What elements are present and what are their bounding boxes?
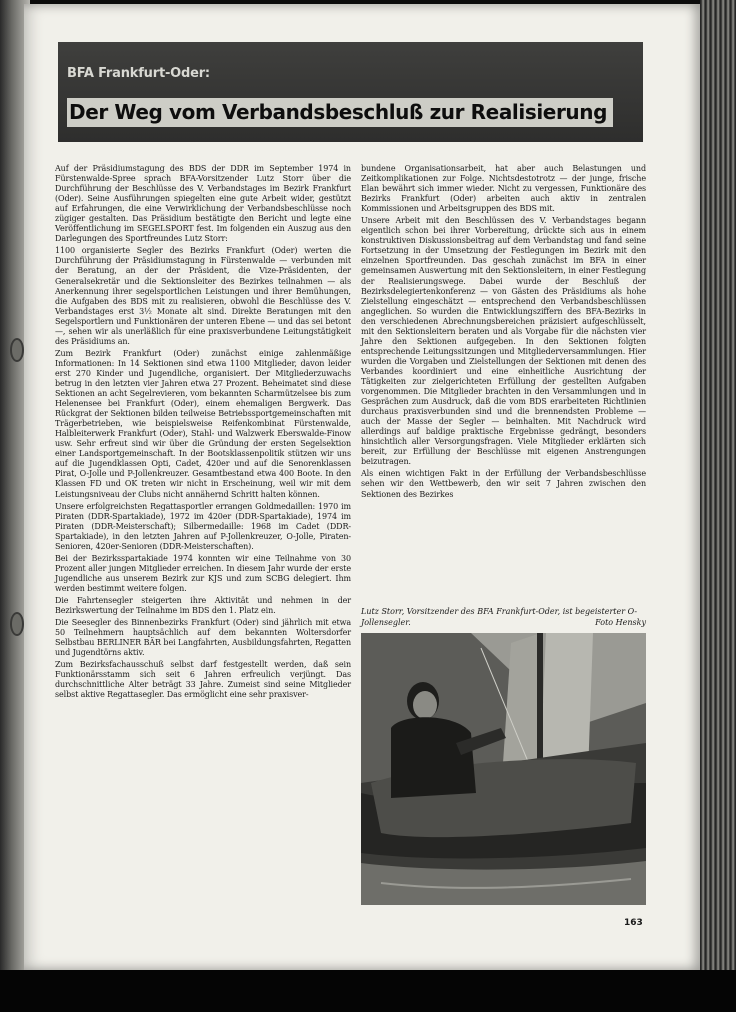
article-kicker: BFA Frankfurt-Oder:: [67, 66, 210, 81]
paragraph: Unsere erfolgreichsten Regattasportler errangen Goldmedaillen: 1970 im Piraten (DDR-Spartakiade), 1972 im 420er (DDR-Spartakiade), 1974 im Piraten (DDR-Meisterschaft); Silbermedaille: 1968 im Cadet (DDR-Spartakiade), in den letzten Jahren auf P-Jollenkreuzer, O-Jolle, Piraten-Senioren, 420er-Senioren (DDR-Meisterschaften).: [55, 501, 351, 551]
article-header: [58, 42, 643, 142]
text-column-right: [361, 164, 646, 500]
paragraph: Zum Bezirk Frankfurt (Oder) zunächst einige zahlenmäßige Informationen: In 14 Sektionen sind etwa 1100 Mitglieder, davon leider erst 270 Kinder und Jugendliche, organisiert. Der Mitgliederzuwachs betrug in den letzten vier Jahren etwa 27 Prozent. Beheimatet sind diese Sektionen an acht Segelrevieren, vom bekannten Scharmützelsee bis zum Helenensee bei Frankfurt (Oder), einem ehemaligen Bergwerk. Das Rückgrat der Sektionen bilden teilweise Betriebssportgemeinschaften mit Trägerbetrieben, wie beispielsweise Reifenkombinat Fürstenwalde, Halbleiterwerk Frankfurt (Oder), Stahl- und Walzwerk Eberswalde-Finow usw. Sehr erfreut sind wir über die Gründung der ersten Segelsektion einer Landsportgemeinschaft. In der Bootsklassenpolitik stützen wir uns auf die Jugendklassen Opti, Cadet, 420er und auf die Senorenklassen Pirat, O-Jolle und P-Jollenkreuzer. Gesamtbestand etwa 400 Boote. In den Klassen FD und OK treten wir nicht in Erscheinung, weil wir mit dem Leistungsniveau der Clubs nicht annähernd Schritt halten können.: [55, 348, 351, 499]
article-headline: Der Weg vom Verbandsbeschluß zur Realisierung: [67, 98, 613, 127]
sailboat-photo-illustration: [361, 633, 646, 905]
binding-ring-icon: [10, 612, 24, 636]
paragraph: 1100 organisierte Segler des Bezirks Frankfurt (Oder) werten die Durchführung der Präsidiumstagung in Fürstenwalde — verbunden mit der Beratung, an der der Präsident, die Vize-Präsidenten, der Generalsekretär und die Sektionsleiter des Bezirkes teilnahmen — als Anerkennung ihrer segelsportlichen Leistungen und ihrer Bemühungen, die Aufgaben des BDS mit zu realisieren, obwohl die Beschlüsse des V. Verbandstages erst 3½ Monate alt sind. Direkte Beratungen mit den Segelsportlern und Funktionären der unteren Ebene — und das sei betont —, sehen wir als unerläßlich für eine praxisverbundene Leitungstätigkeit des Präsidiums an.: [55, 246, 351, 346]
paragraph: Die Seesegler des Binnenbezirks Frankfurt (Oder) sind jährlich mit etwa 50 Teilnehmern hauptsächlich auf dem bekannten Woltersdorfer Selbstbau BERLINER BÄR bei Langfahrten, Ausbildungsfahrten, Regatten und Jugendtörns aktiv.: [55, 618, 351, 658]
binding-ring-icon: [10, 338, 24, 362]
caption-text: Lutz Storr, Vorsitzender des BFA Frankfurt-Oder, ist begeisterter O-Jollensegler.: [361, 607, 638, 627]
text-column-left: [55, 164, 351, 700]
photo-caption: [361, 606, 646, 628]
paragraph: Bei der Bezirksspartakiade 1974 konnten wir eine Teilnahme von 30 Prozent aller jungen Mitglieder erreichen. In diesem Jahr wurde der erste Jugendliche aus unserem Bezirk zur KJS und zum SCBG delegiert. Ihm werden bestimmt weitere folgen.: [55, 553, 351, 593]
scan-background: [0, 970, 736, 1012]
paragraph: Die Fahrtensegler steigerten ihre Aktivität und nehmen in der Bezirkswertung der Teilnahme im BDS den 1. Platz ein.: [55, 595, 351, 616]
page-number: 163: [624, 918, 643, 928]
paragraph: bundene Organisationsarbeit, hat aber auch Belastungen und Zeitkomplikationen zur Folge. Nichtsdestotrotz — der junge, frische Elan bewährt sich immer wieder. Nicht zu vergessen, Funktionäre des Bezirks Frankfurt (Oder) arbeiten auch aktiv in zentralen Kommissionen und Arbeitsgruppen des BDS mit.: [361, 164, 646, 214]
book-page-stack: [700, 0, 736, 975]
paragraph: Auf der Präsidiumstagung des BDS der DDR im September 1974 in Fürstenwalde-Spree sprach BFA-Vorsitzender Lutz Storr über die Durchführung der Beschlüsse des V. Verbandstages im Bezirk Frankfurt (Oder). Seine Ausführungen spiegelten eine gute Arbeit wider, gestützt auf Erfahrungen, die eine Verwirklichung der Verbandsbeschlüsse noch zügiger gestalten. Das Präsidium bestätigte den Bericht und legte eine Veröffentlichung im SEGELSPORT fest. Im folgenden ein Auszug aus den Darlegungen des Sportfreundes Lutz Storr:: [55, 164, 351, 244]
paragraph: Unsere Arbeit mit den Beschlüssen des V. Verbandstages begann eigentlich schon bei ihrer Vorbereitung, drückte sich aus in einem konstruktiven Diskussionsbeitrag auf dem Verbandstag und fand seine Fortsetzung in der Umsetzung der Festlegungen im Bezirk mit den einzelnen Sportfreunden. Das geschah zunächst im BFA in einer gemeinsamen Auswertung mit den Sektionsleitern, in einer Festlegung der Realisierungswege. Dabei wurde der Beschluß der Bezirksdelegiertenkonferenz — von Gästen des Präsidiums als hohe Zielstellung eingeschätzt — entsprechend den Verbandsbeschlüssen angeglichen. So wurden die Entwicklungsziffern des BFA-Bezirks in den verschiedenen Abrechnungsbereichen präzisiert aufgeschlüsselt, mit den Sektionsleitern beraten und als Vorgabe für die nächsten vier Jahre den Sektionen aufgegeben. In den Sektionen folgten entsprechende Leitungssitzungen und Mitgliederversammlungen. Hier wurden die Vorgaben und Zielstellungen der Sektionen mit denen des Verbandes koordiniert und eine einheitliche Ausrichtung der Tätigkeiten zur zielgerichteten Erfüllung der gestellten Aufgaben vorgenommen. Die Mitglieder brachten in den Versammlungen und in Gesprächen zum Ausdruck, daß die vom BDS erarbeiteten Richtlinien durchaus praxisverbunden sind und die brennendsten Probleme — auch der Masse der Segler — beinhalten. Mit Nachdruck wird allerdings auf baldige praktische Ergebnisse gedrängt, besonders hinsichtlich aller Versorgungsfragen. Viele Mitglieder erklärten sich bereit, zur Erfüllung der Beschlüsse mit eigenen Anstrengungen beizutragen.: [361, 216, 646, 467]
paragraph: Als einen wichtigen Fakt in der Erfüllung der Verbandsbeschlüsse sehen wir den Wettbewerb, den wir seit 7 Jahren zwischen den Sektionen des Bezirkes: [361, 469, 646, 499]
sailing-photo: [361, 633, 646, 905]
paragraph: Zum Bezirksfachausschuß selbst darf festgestellt werden, daß sein Funktionärsstamm sich seit 6 Jahren erfreulich verjüngt. Das durchschnittliche Alter beträgt 33 Jahre. Zumeist sind seine Mitglieder selbst aktive Regattasegler. Das ermöglicht eine sehr praxisver-: [55, 660, 351, 700]
photo-credit: Foto Hensky: [595, 618, 646, 627]
